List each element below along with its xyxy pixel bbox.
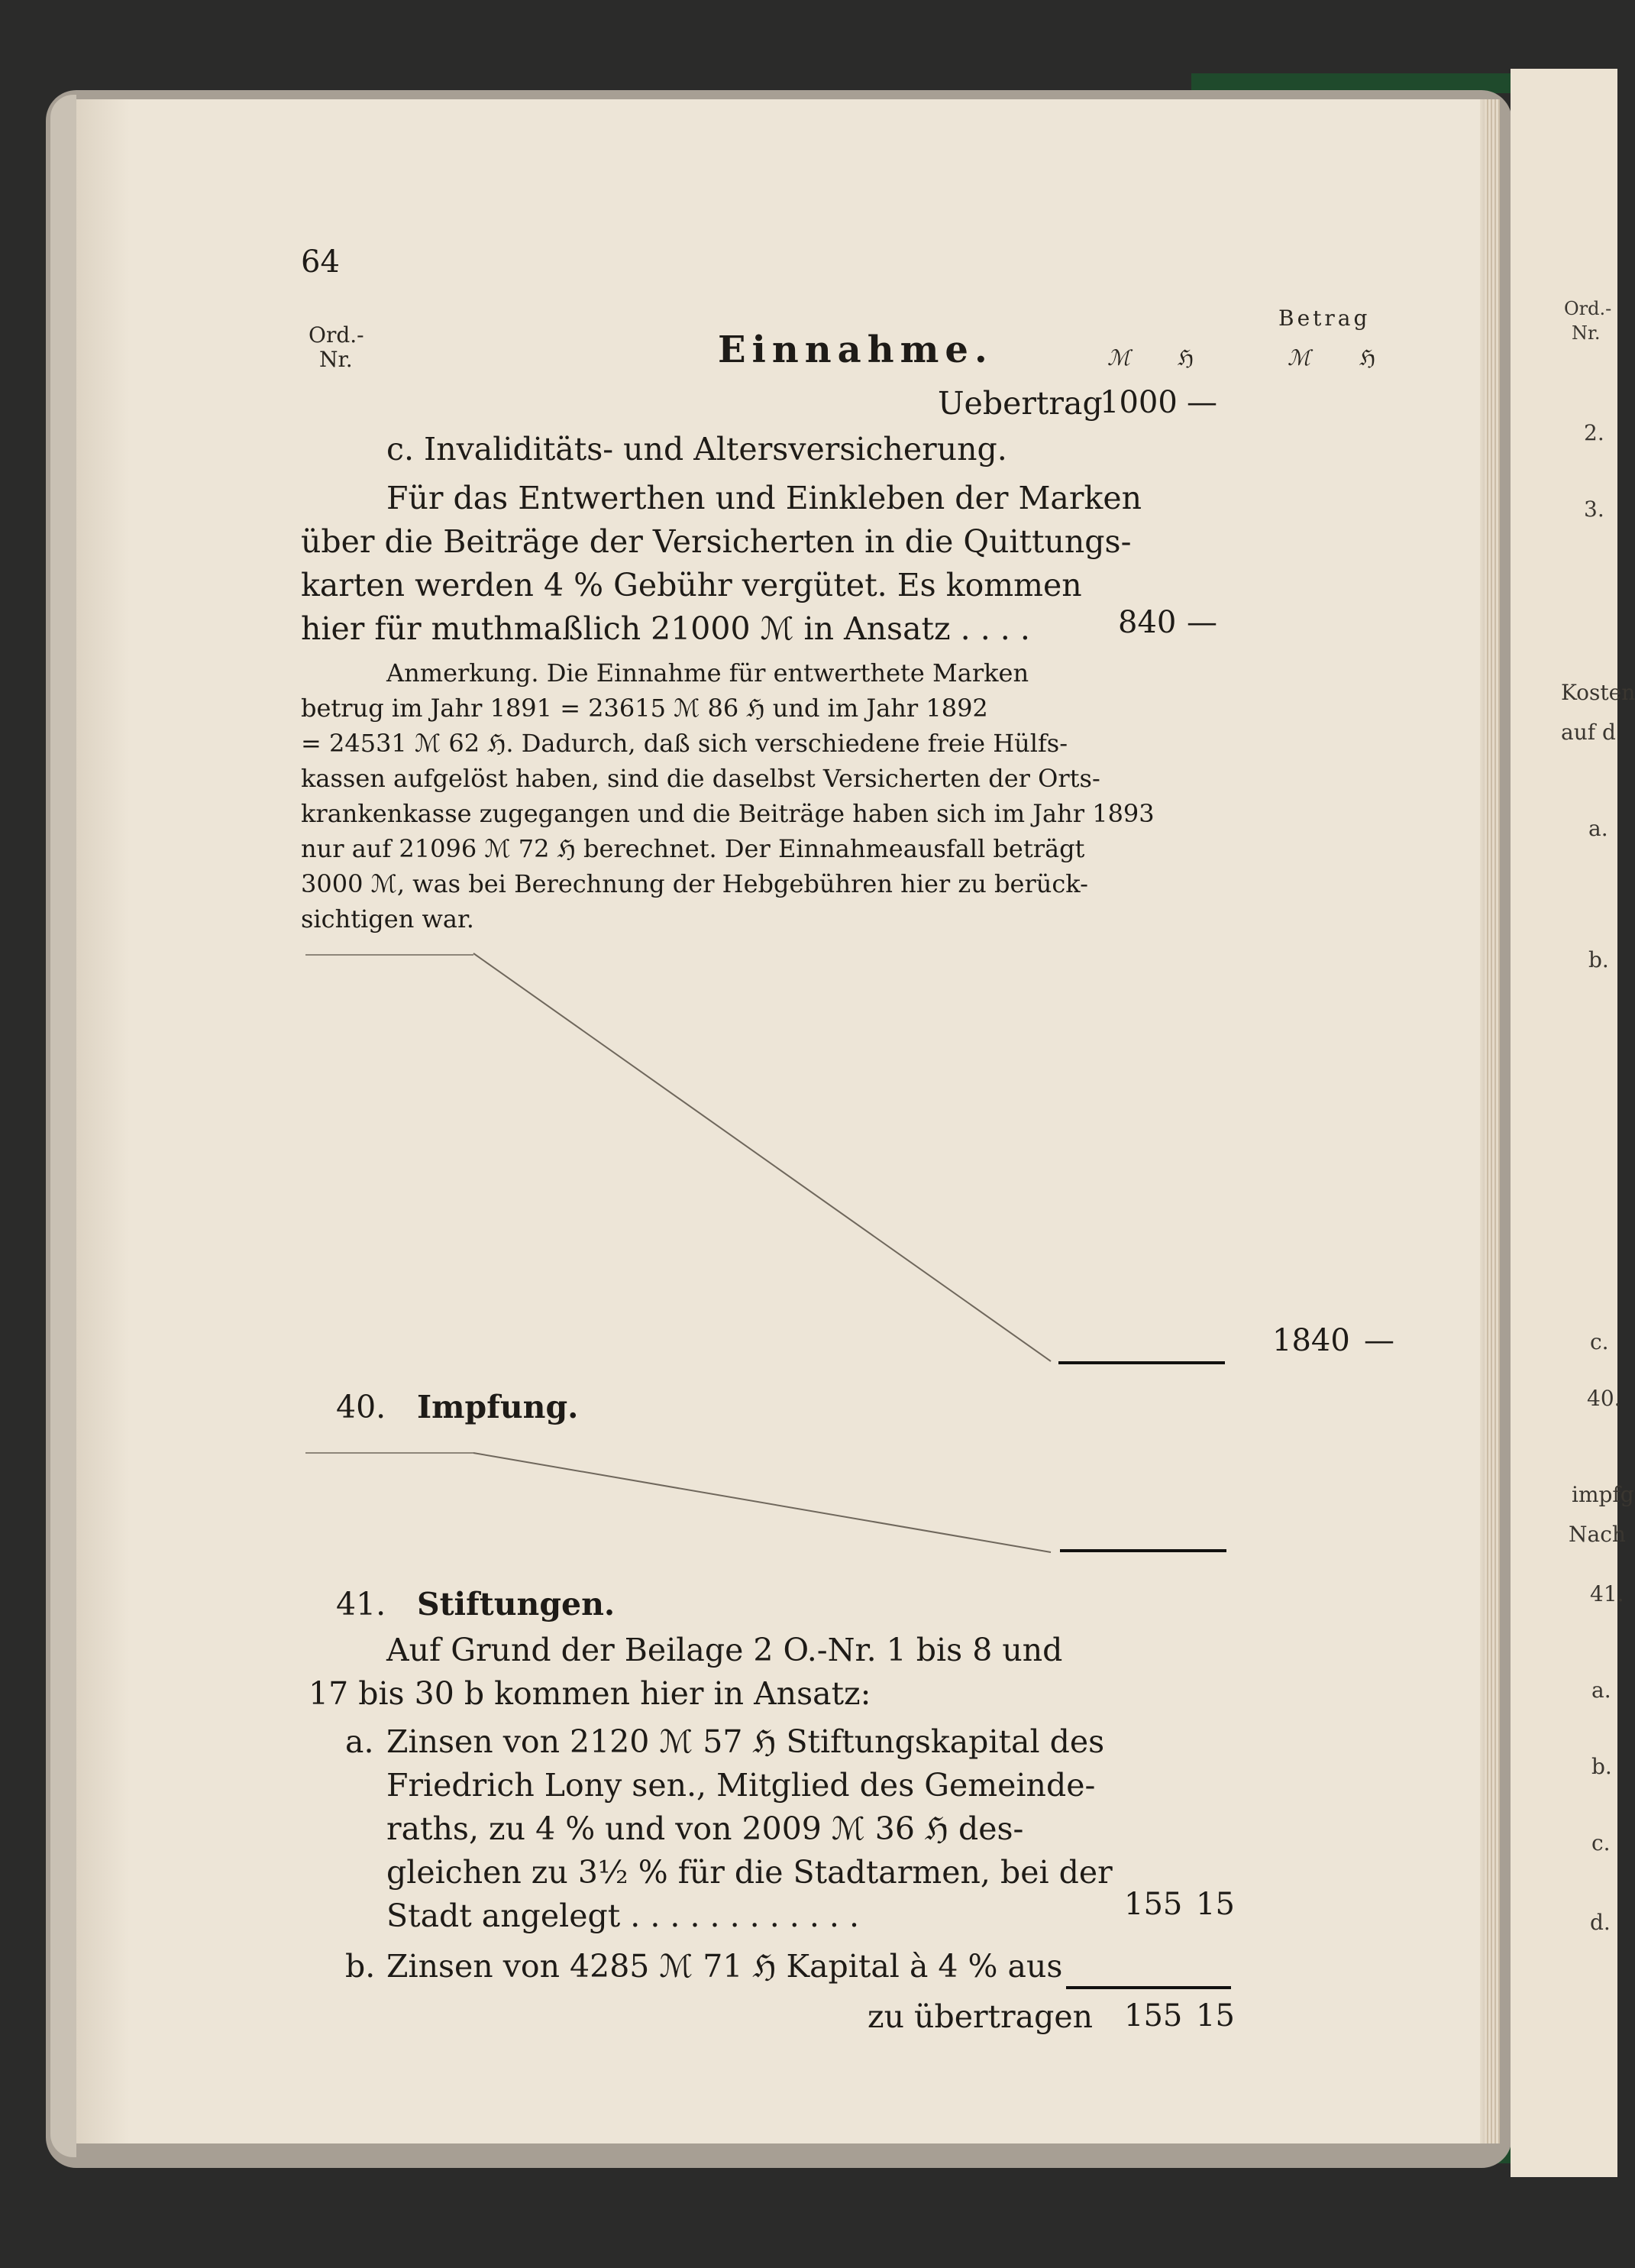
section-c-total-marks: 1840 xyxy=(1272,1323,1350,1358)
carry-over-marks: 1000 xyxy=(1100,385,1178,420)
betrag-mark-header: ℳ xyxy=(1288,345,1310,370)
item-41-intro: Auf Grund der Beilage 2 O.-Nr. 1 bis 8 und xyxy=(386,1632,1063,1668)
next-page-text: d. xyxy=(1590,1910,1611,1935)
next-page-text: impfg xyxy=(1572,1482,1634,1507)
page-stack-edge xyxy=(1485,99,1500,2143)
next-page-text: Kosten xyxy=(1561,680,1635,705)
next-page-text: 2. xyxy=(1584,420,1604,445)
sub-b-label: b. xyxy=(345,1948,376,1985)
section-c-line: Für das Entwerthen und Einkleben der Marken xyxy=(386,480,1142,516)
carry-over-label: Uebertrag xyxy=(938,385,1103,422)
mark-col-header: ℳ xyxy=(1107,345,1130,370)
next-page-fragment xyxy=(1511,69,1635,2177)
fill-line-diagonal xyxy=(473,953,1051,1361)
sub-a-line: Stadt angelegt . . . . . . . . . . . . xyxy=(386,1898,860,1934)
left-page xyxy=(76,99,1498,2143)
next-page-text: Nr. xyxy=(1572,322,1601,344)
sub-a-line: raths, zu 4 % und von 2009 ℳ 36 ℌ des- xyxy=(386,1810,1024,1847)
next-page-text: a. xyxy=(1588,816,1608,841)
sub-b-line: Zinsen von 4285 ℳ 71 ℌ Kapital à 4 % aus xyxy=(386,1948,1063,1985)
sub-a-label: a. xyxy=(345,1723,374,1760)
next-page-text: b. xyxy=(1588,947,1609,972)
betrag-header: Betrag xyxy=(1278,306,1371,331)
item-40-title: Impfung. xyxy=(417,1389,579,1425)
carry-forward-label: zu übertragen xyxy=(868,1998,1093,2035)
next-page-text: 41. xyxy=(1590,1581,1624,1606)
section-title: Einnahme. xyxy=(718,328,994,371)
section-c-line: karten werden 4 % Gebühr vergütet. Es kommen xyxy=(301,567,1082,603)
fill-line-diagonal xyxy=(473,1453,1051,1552)
nr-header: Nr. xyxy=(319,347,353,372)
note-line: kassen aufgelöst haben, sind die daselbst Versicherten der Orts- xyxy=(301,764,1100,793)
note-line: sichtigen war. xyxy=(301,904,474,933)
section-c-amount-marks: 840 xyxy=(1118,605,1177,640)
note-line: betrug im Jahr 1891 = 23615 ℳ 86 ℌ und im Jahr 1892 xyxy=(301,694,988,723)
sub-a-pf: 15 xyxy=(1196,1887,1235,1922)
ord-header: Ord.- xyxy=(309,322,364,348)
sub-a-line: Zinsen von 2120 ℳ 57 ℌ Stiftungskapital des xyxy=(386,1723,1105,1760)
next-page-text: c. xyxy=(1591,1830,1611,1855)
section-c-title: c. Invaliditäts- und Altersversicherung. xyxy=(386,431,1007,468)
note-line: = 24531 ℳ 62 ℌ. Dadurch, daß sich verschiedene freie Hülfs- xyxy=(301,729,1068,758)
next-page-text: 3. xyxy=(1584,497,1604,522)
next-page-text: b. xyxy=(1591,1754,1612,1779)
sum-rule xyxy=(1058,1361,1225,1364)
sum-rule xyxy=(1066,1986,1231,1989)
note-line: 3000 ℳ, was bei Berechnung der Hebgebühren hier zu berück- xyxy=(301,869,1088,898)
section-c-amount-pf: — xyxy=(1187,605,1217,640)
pfennig-col-header: ℌ xyxy=(1178,345,1194,370)
sub-a-marks: 155 xyxy=(1124,1887,1183,1922)
betrag-pfennig-header: ℌ xyxy=(1359,345,1376,370)
sub-a-line: Friedrich Lony sen., Mitglied des Gemeinde- xyxy=(386,1767,1096,1804)
next-page-text: Ord.- xyxy=(1564,298,1612,319)
section-c-line: über die Beiträge der Versicherten in die Quittungs- xyxy=(301,523,1132,560)
note-line: krankenkasse zugegangen und die Beiträge haben sich im Jahr 1893 xyxy=(301,799,1155,828)
page-number: 64 xyxy=(301,244,340,280)
next-page-text: c. xyxy=(1590,1329,1609,1354)
sum-rule xyxy=(1060,1549,1226,1552)
item-40-number: 40. xyxy=(336,1389,386,1425)
item-41-title: Stiftungen. xyxy=(417,1586,616,1623)
item-41-number: 41. xyxy=(336,1586,386,1623)
item-41-intro: 17 bis 30 b kommen hier in Ansatz: xyxy=(309,1675,871,1712)
carry-forward-pf: 15 xyxy=(1196,1998,1235,2033)
section-c-line: hier für muthmaßlich 21000 ℳ in Ansatz . . . . xyxy=(301,610,1030,647)
section-c-total-pf: — xyxy=(1364,1323,1394,1358)
note-line: Anmerkung. Die Einnahme für entwerthete Marken xyxy=(386,658,1029,688)
next-page-text: a. xyxy=(1591,1678,1611,1703)
board-edge xyxy=(50,95,76,2157)
carry-over-pf: — xyxy=(1187,385,1217,420)
carry-forward-marks: 155 xyxy=(1124,1998,1183,2033)
next-page-text: 40. xyxy=(1587,1386,1621,1411)
next-page-text: Nach xyxy=(1569,1522,1626,1547)
sub-a-line: gleichen zu 3½ % für die Stadtarmen, bei der xyxy=(386,1854,1113,1891)
note-line: nur auf 21096 ℳ 72 ℌ berechnet. Der Einnahmeausfall beträgt xyxy=(301,834,1085,863)
next-page-text: auf d xyxy=(1561,720,1616,745)
